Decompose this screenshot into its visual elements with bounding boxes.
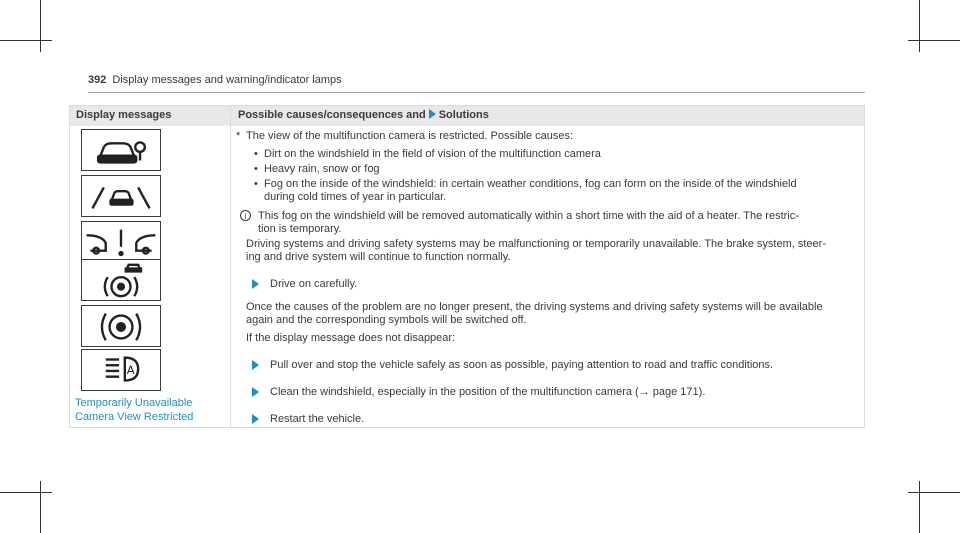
intro-text: * The view of the multifunction camera is restricted. Possible causes:: [236, 130, 574, 142]
paragraph: Once the causes of the problem are no longer present, the driving systems and driving safety systems will be available again and the corresponding symbols will be switched off.: [246, 301, 823, 326]
page-ref-arrow-icon: →: [638, 386, 653, 398]
adaptive-high-beam-icon: [81, 349, 161, 391]
action-step: Pull over and stop the vehicle safely as soon as possible, paying attention to road and traffic conditions.: [246, 359, 856, 372]
table-header: [70, 106, 864, 126]
action-arrow-icon: [252, 279, 259, 289]
info-note: i This fog on the windshield will be removed automatically within a short time with the aid of a heater. The restric- tion is temporary.: [246, 210, 856, 236]
action-arrow-icon: [252, 387, 259, 397]
solutions-arrow-icon: [429, 109, 436, 119]
action-step: Restart the vehicle.: [246, 413, 856, 426]
action-step: Clean the windshield, especially in the position of the multifunction camera (→ page 171).: [246, 386, 856, 399]
page-number: 392: [88, 74, 107, 86]
crop-mark: [0, 40, 52, 41]
crop-mark: [0, 492, 52, 493]
col-header-causes-solutions: Possible causes/consequences and Solutions: [238, 109, 489, 121]
action-arrow-icon: [252, 360, 259, 370]
page-reference-link[interactable]: page 171: [652, 386, 699, 398]
column-divider: [230, 106, 231, 427]
info-icon: i: [240, 210, 251, 221]
crop-mark: [919, 0, 920, 52]
crop-mark: [908, 40, 960, 41]
svg-text:A: A: [126, 362, 135, 377]
page-section-title: Display messages and warning/indicator lamps: [112, 74, 342, 86]
steering-assist-icon: [81, 305, 161, 347]
page-header: [88, 74, 342, 86]
causes-solutions-content: [236, 130, 856, 436]
display-message-caption: Temporarily Unavailable Camera View Restricted: [75, 397, 194, 423]
windshield-camera-icon: [81, 175, 161, 217]
paragraph: Driving systems and driving safety systems may be malfunctioning or temporarily unavailable. The brake system, steer- ing and drive system will continue to function normally.: [246, 238, 826, 263]
header-rule: [88, 92, 865, 93]
crop-mark: [908, 492, 960, 493]
paragraph: If the display message does not disappear:: [246, 332, 456, 344]
col-header-display-messages: Display messages: [76, 109, 172, 121]
message-table: [69, 105, 865, 428]
list-item: • Heavy rain, snow or fog: [254, 163, 380, 175]
crop-mark: [40, 481, 41, 533]
crop-mark: [40, 0, 41, 52]
action-arrow-icon: [252, 414, 259, 424]
list-item: • Dirt on the windshield in the field of vision of the multifunction camera: [254, 148, 601, 160]
crop-mark: [919, 481, 920, 533]
camera-sensor-icon: [81, 129, 161, 171]
action-step: Drive on carefully.: [246, 278, 856, 291]
list-item: • Fog on the inside of the windshield: in certain weather conditions, fog can form on the inside of the windshield during cold times of year in particular.: [254, 178, 797, 203]
steering-assist-car-icon: [81, 259, 161, 301]
